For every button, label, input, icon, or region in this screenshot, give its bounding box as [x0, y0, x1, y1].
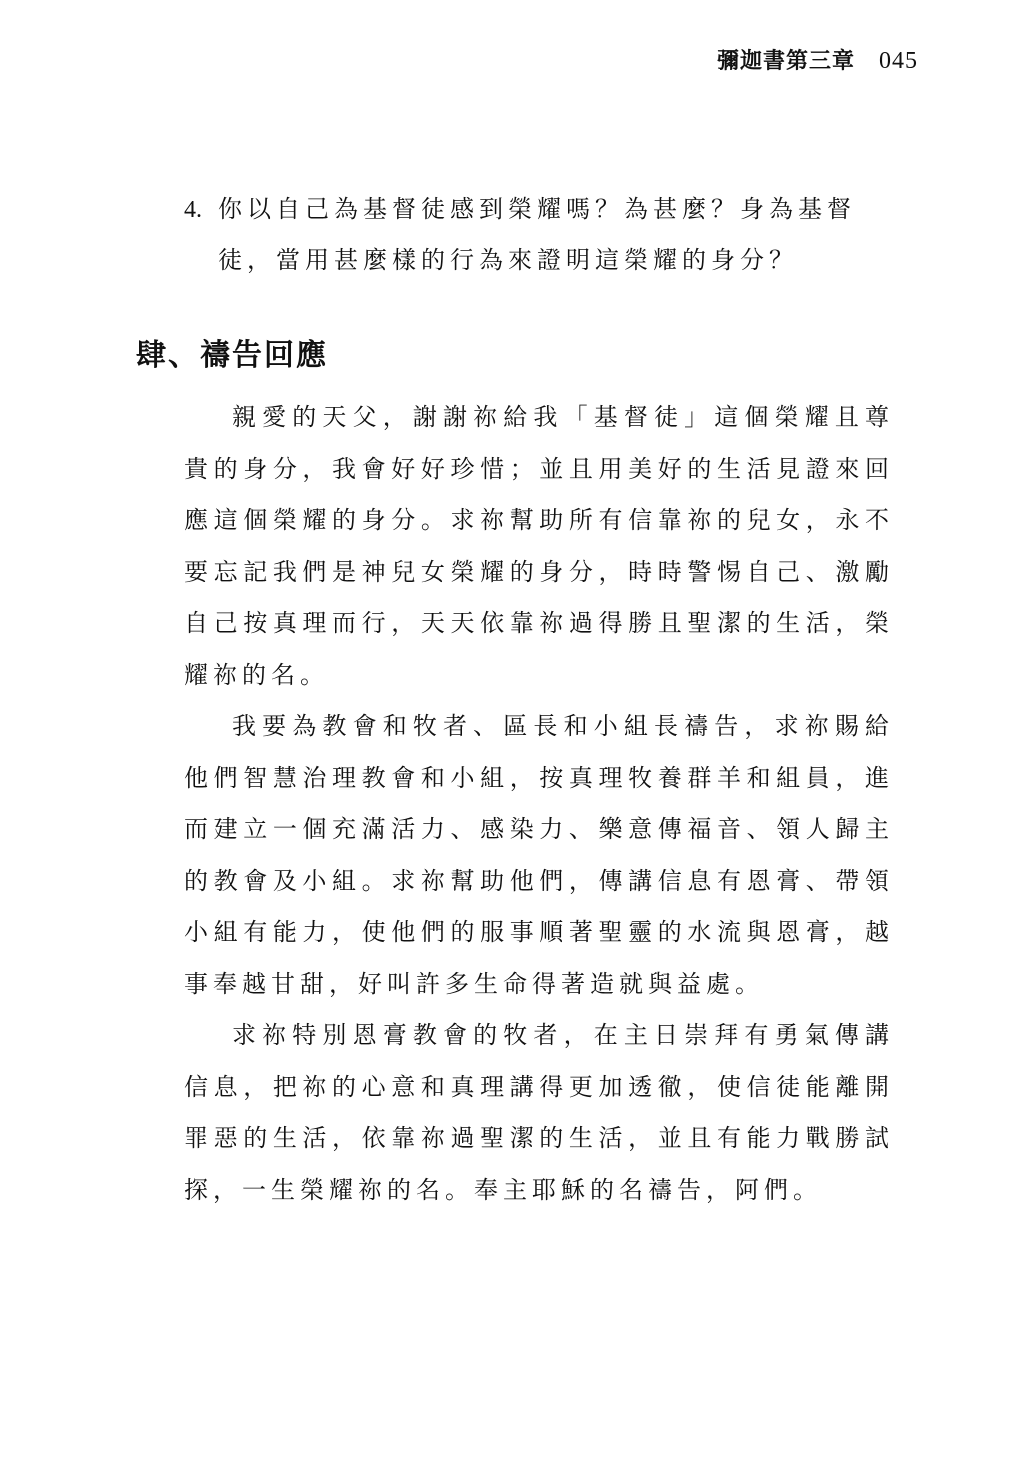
- section-heading: 肆、禱告回應: [136, 338, 328, 373]
- question-number: 4.: [184, 197, 202, 223]
- prayer-paragraph: 我要為教會和牧者、區長和小組長禱告，求祢賜給他們智慧治理教會和小組，按真理牧養群羊和組員，進而建立一個充滿活力、感染力、樂意傳福音、領人歸主的教會及小組。求祢幫助他們，傳講信息有恩膏、帶領小組有能力，使他們的服事順著聖靈的水流與恩膏，越事奉越甘甜，好叫許多生命得著造就與益處。: [184, 712, 894, 998]
- book-chapter-title: 彌迦書第三章: [716, 48, 855, 74]
- prayer-response: [184, 392, 894, 1216]
- question-text-line-2: 徒，當用甚麼樣的行為來證明這榮耀的身分？: [218, 246, 798, 274]
- question-item: [184, 184, 896, 285]
- prayer-paragraph: 求祢特別恩膏教會的牧者，在主日崇拜有勇氣傳講信息，把祢的心意和真理講得更加透徹，使信徒能離開罪惡的生活，依靠祢過聖潔的生活，並且有能力戰勝試探，一生榮耀祢的名。奉主耶穌的名禱告，阿們。: [184, 1021, 894, 1204]
- question-text-line-1: 你以自己為基督徒感到榮耀嗎？為甚麼？身為基督: [218, 195, 856, 223]
- page-number: 045: [879, 48, 918, 74]
- question-line-1: [184, 184, 896, 235]
- prayer-paragraph: 親愛的天父，謝謝祢給我「基督徒」這個榮耀且尊貴的身分，我會好好珍惜；並且用美好的生活見證來回應這個榮耀的身分。求祢幫助所有信靠祢的兒女，永不要忘記我們是神兒女榮耀的身分，時時警惕自己、激勵自己按真理而行，天天依靠祢過得勝且聖潔的生活，榮耀祢的名。: [184, 403, 894, 689]
